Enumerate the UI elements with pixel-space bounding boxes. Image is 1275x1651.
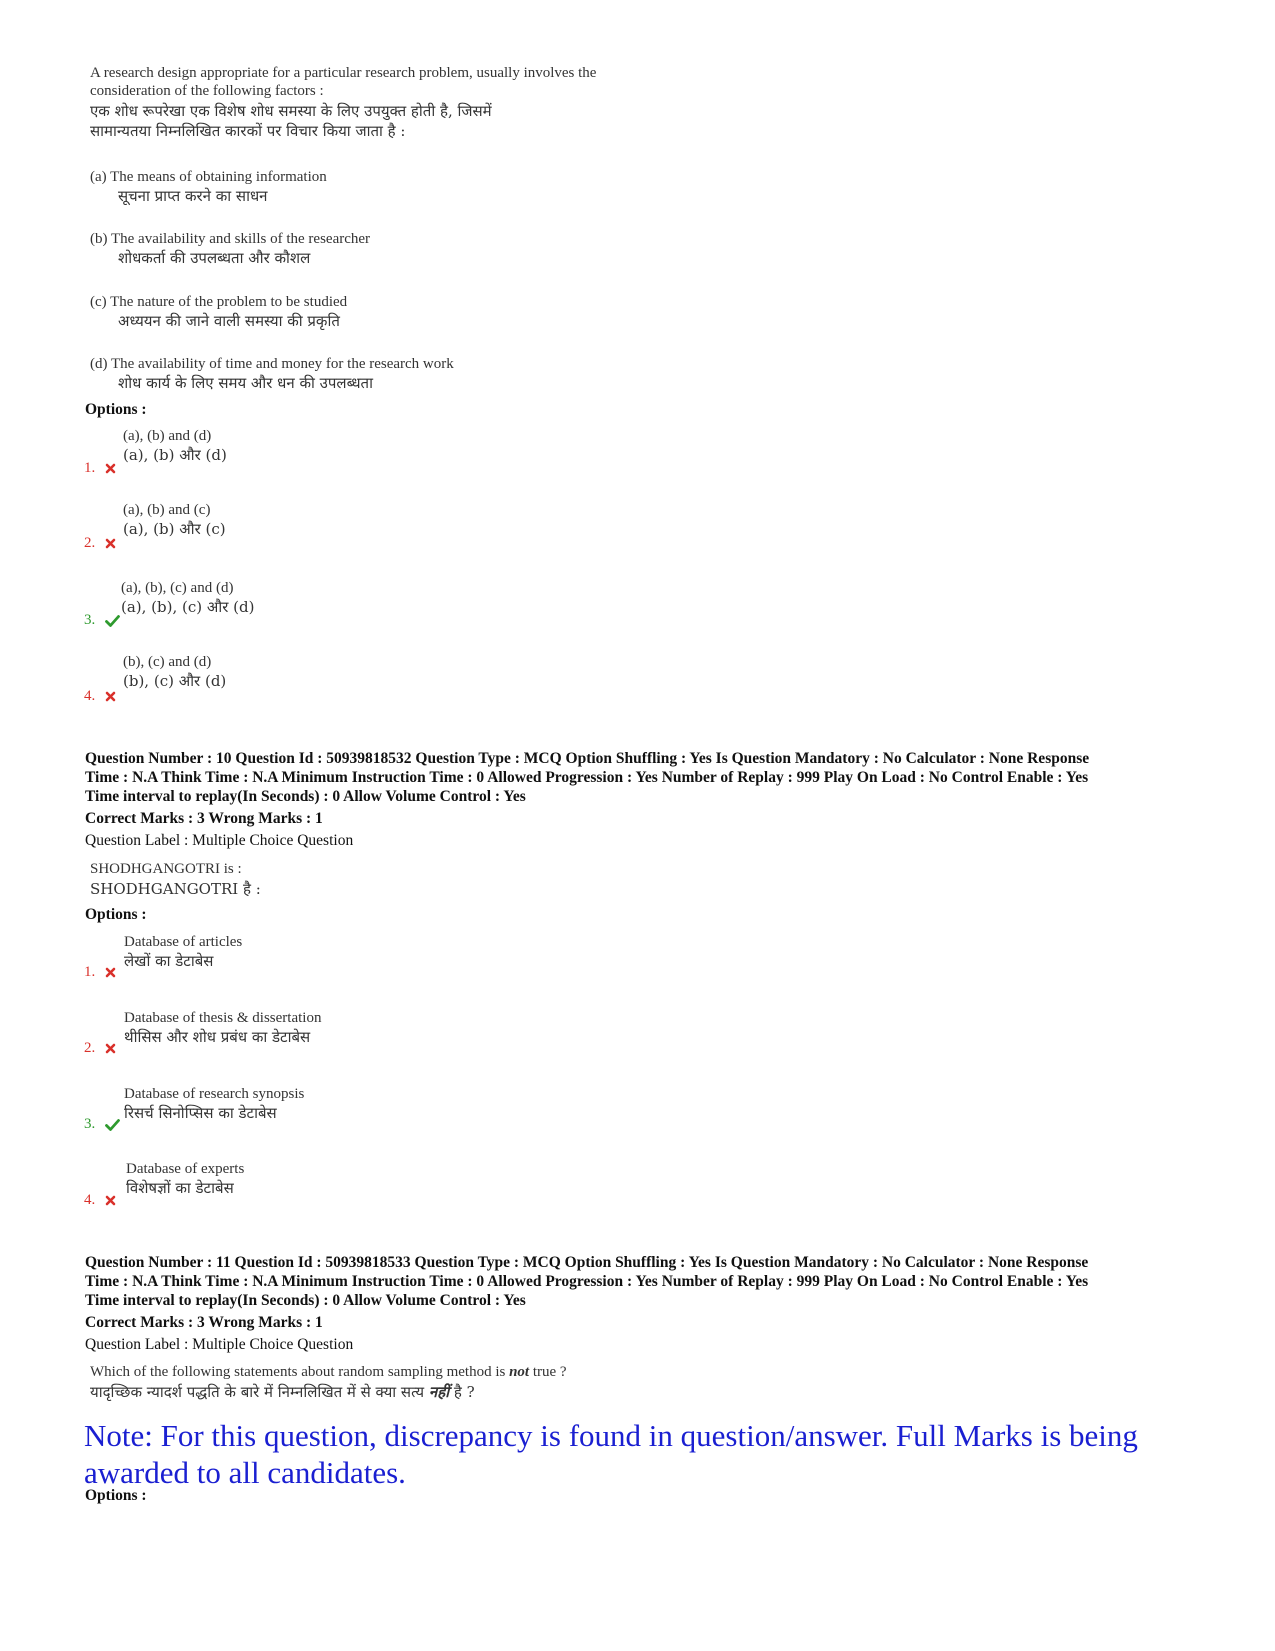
q9-option-2-en: (a), (b) and (c) [123, 502, 211, 518]
q11-meta-line3: Time interval to replay(In Seconds) : 0 Allow Volume Control : Yes [85, 1292, 526, 1309]
q10-option-1-en: Database of articles [124, 934, 243, 950]
q9-option-4-hi: (b), (c) और (d) [123, 672, 227, 690]
q9-stem-hi-line1: एक शोध रूपरेखा एक विशेष शोध समस्या के लिए उपयुक्त होती है, जिसमें [90, 102, 492, 120]
q9-option-1-en: (a), (b) and (d) [123, 428, 212, 444]
cross-icon [105, 967, 116, 978]
q10-option-1-hi: लेखों का डेटाबेस [124, 952, 214, 970]
cross-icon [105, 691, 116, 702]
q9-option-1-hi: (a), (b) और (d) [123, 446, 227, 464]
q10-stem-en: SHODHGANGOTRI is : [90, 861, 242, 877]
q11-meta-line1: Question Number : 11 Question Id : 50939818533 Question Type : MCQ Option Shuffling : Yes Is Question Mandatory : No Calculator : None Response [85, 1254, 1089, 1271]
q9-option-3-en: (a), (b), (c) and (d) [121, 580, 234, 596]
q9-item-b-en: (b) The availability and skills of the researcher [90, 231, 371, 247]
option-number-text: 3. [84, 1116, 96, 1132]
q11-stem-hi-part2: है ? [449, 1383, 475, 1401]
q9-stem-en-line1: A research design appropriate for a particular research problem, usually involves the [90, 65, 597, 81]
check-icon [105, 1119, 120, 1131]
q9-option-1-number [84, 460, 116, 477]
q10-option-1-number [84, 964, 116, 981]
q9-item-d-hi: शोध कार्य के लिए समय और धन की उपलब्धता [118, 374, 373, 392]
q9-option-4-en: (b), (c) and (d) [123, 654, 212, 670]
q10-options-heading: Options : [85, 906, 147, 923]
q10-option-3-number [84, 1116, 120, 1133]
q9-item-c-en: (c) The nature of the problem to be studied [90, 294, 348, 310]
q9-item-b-hi: शोधकर्ता की उपलब्धता और कौशल [118, 249, 311, 267]
option-number-text: 2. [84, 1040, 96, 1056]
option-number-text: 4. [84, 1192, 96, 1208]
check-icon [105, 615, 120, 627]
q10-meta-line2: Time : N.A Think Time : N.A Minimum Instruction Time : 0 Allowed Progression : Yes Number of Replay : 999 Play On Load : No Control Enable : Yes [85, 769, 1089, 786]
q9-option-2-hi: (a), (b) और (c) [123, 520, 226, 538]
q10-option-4-number [84, 1192, 116, 1209]
q10-option-2-number [84, 1040, 116, 1057]
q10-option-2-en: Database of thesis & dissertation [124, 1010, 322, 1026]
q11-stem-hi-emphasis: नहीं [428, 1383, 450, 1401]
q11-question-label: Question Label : Multiple Choice Question [85, 1336, 354, 1353]
q9-options-heading: Options : [85, 401, 147, 418]
q10-stem-hi: SHODHGANGOTRI है : [90, 880, 261, 898]
q10-meta-line3: Time interval to replay(In Seconds) : 0 Allow Volume Control : Yes [85, 788, 526, 805]
option-number-text: 4. [84, 688, 96, 704]
q10-question-label: Question Label : Multiple Choice Question [85, 832, 354, 849]
q9-stem-en-line2: consideration of the following factors : [90, 83, 324, 99]
option-number-text: 1. [84, 964, 96, 980]
q11-stem-en-emphasis: not [509, 1364, 530, 1380]
cross-icon [105, 1043, 116, 1054]
q10-option-4-en: Database of experts [126, 1161, 245, 1177]
q9-item-a-en: (a) The means of obtaining information [90, 169, 327, 185]
q11-options-heading: Options : [85, 1487, 147, 1504]
cross-icon [105, 1195, 116, 1206]
q11-stem-en-part1: Which of the following statements about random sampling method is [90, 1364, 510, 1380]
option-number-text: 2. [84, 535, 96, 551]
q10-meta-line1: Question Number : 10 Question Id : 50939818532 Question Type : MCQ Option Shuffling : Yes Is Question Mandatory : No Calculator : None Response [85, 750, 1090, 767]
q11-stem-en-part2: true ? [529, 1364, 567, 1380]
cross-icon [105, 463, 116, 474]
option-number-text: 3. [84, 612, 96, 628]
q11-stem-hi-part1: यादृच्छिक न्यादर्श पद्धति के बारे में निम्नलिखित में से क्या सत्य [90, 1383, 429, 1401]
q11-stem-en [90, 1363, 567, 1381]
cross-icon [105, 538, 116, 549]
q9-stem-hi-line2: सामान्यतया निम्नलिखित कारकों पर विचार किया जाता है : [90, 122, 406, 140]
q11-meta-line2: Time : N.A Think Time : N.A Minimum Instruction Time : 0 Allowed Progression : Yes Number of Replay : 999 Play On Load : No Control Enable : Yes [85, 1273, 1089, 1290]
q11-discrepancy-note: Note: For this question, discrepancy is found in question/answer. Full Marks is being awarded to all candidates. [84, 1418, 1138, 1490]
q9-option-3-number [84, 612, 120, 629]
q9-item-c-hi: अध्ययन की जाने वाली समस्या की प्रकृति [118, 312, 340, 330]
q9-item-d-en: (d) The availability of time and money for the research work [90, 356, 454, 372]
q10-option-3-hi: रिसर्च सिनोप्सिस का डेटाबेस [124, 1104, 277, 1122]
q10-option-4-hi: विशेषज्ञों का डेटाबेस [126, 1179, 234, 1197]
q10-option-3-en: Database of research synopsis [124, 1086, 305, 1102]
q11-marks: Correct Marks : 3 Wrong Marks : 1 [85, 1314, 323, 1331]
q10-option-2-hi: थीसिस और शोध प्रबंध का डेटाबेस [124, 1028, 311, 1046]
q9-item-a-hi: सूचना प्राप्त करने का साधन [118, 187, 268, 205]
q11-stem-hi [90, 1383, 475, 1402]
q9-option-3-hi: (a), (b), (c) और (d) [121, 598, 255, 616]
q9-option-4-number [84, 688, 116, 705]
q10-marks: Correct Marks : 3 Wrong Marks : 1 [85, 810, 323, 827]
q9-option-2-number [84, 535, 116, 552]
option-number-text: 1. [84, 460, 96, 476]
